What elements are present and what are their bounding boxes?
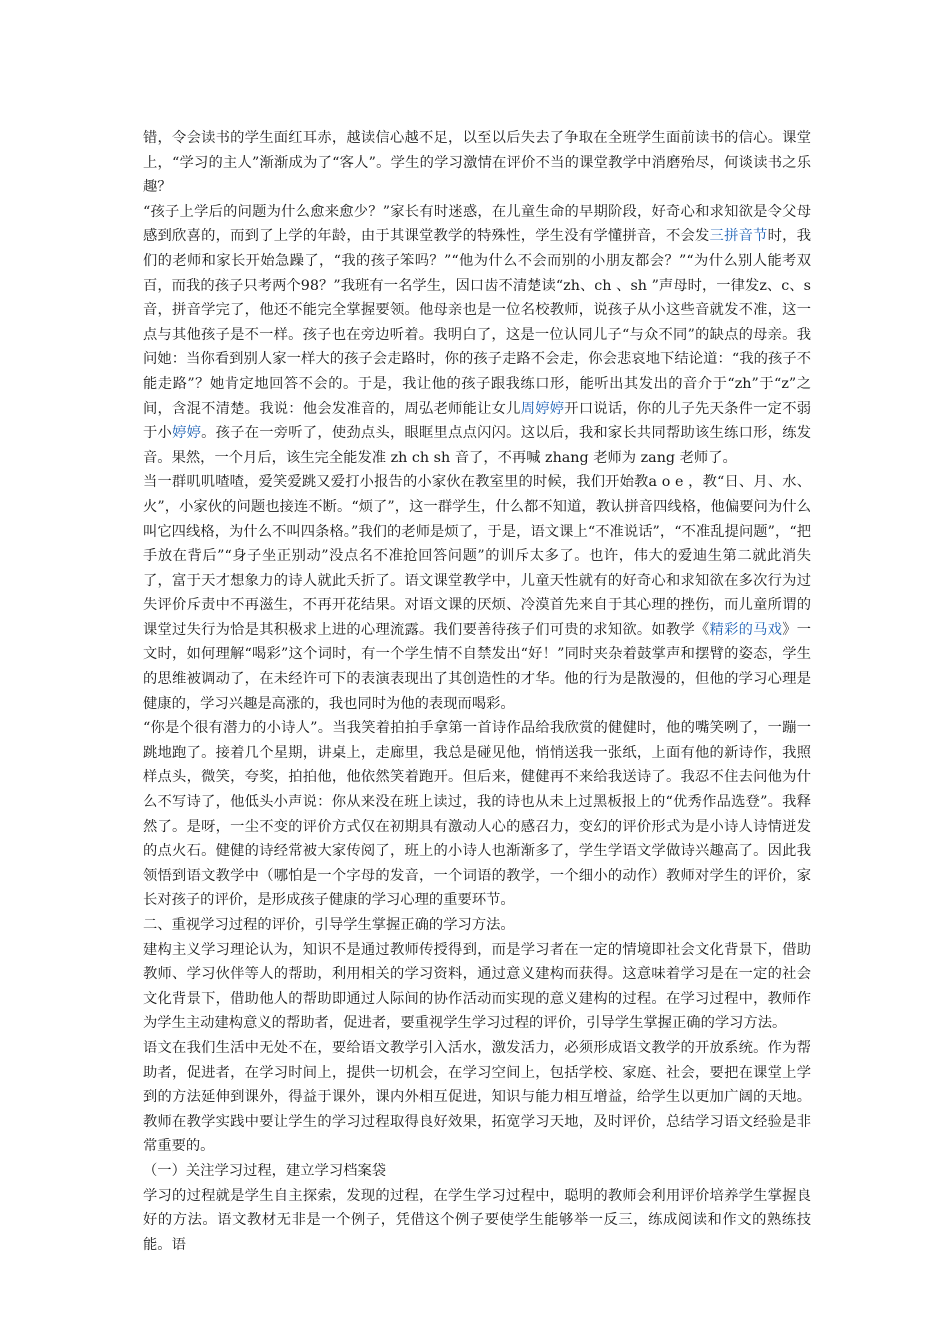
paragraph [143,200,811,471]
text-run: “孩子上学后的问题为什么愈来愈少？”家长有时迷惑，在儿童生命的早期阶段，好奇心和求知欲是令父母感到欣喜的，而到了上学的年龄，由于其课堂教学的特殊性，学生没有学懂拼音，不会发 [143,203,811,245]
paragraph [143,1184,811,1258]
paragraph [143,1159,811,1184]
text-run: 错，令会读书的学生面红耳赤，越读信心越不足，以至以后失去了争取在全班学生面前读书的信心。课堂上，“学习的主人”渐渐成为了“客人”。学生的学习激情在评价不当的课堂教学中消磨殆尽，何谈读书之乐趣？ [143,130,811,196]
text-run: 时，我们的老师和家长开始急躁了，“我的孩子笨吗？”“他为什么不会而别的小朋友都会？”“为什么别人能考双百，而我的孩子只考两个98？”我班有一名学生，因口齿不清楚读“zh、ch 、sh ”声母时，一律发z、c、s 音，拼音学完了，他还不能完全掌握要领。他母亲也是一位名校教师，说孩子从小这些音就发不准，这一点与其他孩子是不一样。孩子也在旁边听着。我明白了，这是一位认同儿子“与众不同”的缺点的母亲。我问她：当你看到别人家一样大的孩子会走路时，你的孩子走路不会走，你会悲哀地下结论道：“我的孩子不能走路”？她肯定地回答不会的。于是，我让他的孩子跟我练口形，能听出其发出的音介于“zh”于“z”之间，含混不清楚。我说：他会发准音的，周弘老师能让女儿 [143,228,812,417]
document-body [143,126,811,1257]
text-run: 建构主义学习理论认为，知识不是通过教师传授得到，而是学习者在一定的情境即社会文化背景下，借助教师、学习伙伴等人的帮助，利用相关的学习资料，通过意义建构而获得。这意味着学习是在一定的社会文化背景下，借助他人的帮助即通过人际间的协作活动而实现的意义建构的过程。在学习过程中，教师作为学生主动建构意义的帮助者，促进者，要重视学生学习过程的评价，引导学生掌握正确的学习方法。 [143,941,811,1032]
text-run: 》一文时，如何理解“喝彩”这个词时，有一个学生情不自禁发出“好！”同时夹杂着鼓掌声和摆臂的姿态，学生的思维被调动了，在未经许可下的表演表现出了其创造性的才华。他的行为是散漫的，但他的学习心理是健康的，学习兴趣是高涨的，我也同时为他的表现而喝彩。 [143,621,812,712]
text-run: （一）关注学习过程，建立学习档案袋 [143,1162,387,1179]
text-run: 开口说话，你的儿子先天条件一定不弱于小 [143,400,812,442]
paragraph [143,470,811,716]
hyperlink[interactable]: 周婷婷 [520,400,565,417]
paragraph [143,716,811,913]
text-run: 二、重视学习过程的评价，引导学生掌握正确的学习方法。 [143,917,515,933]
paragraph [143,913,811,938]
text-run: 。孩子在一旁听了，使劲点头，眼眶里点点闪闪。这以后，我和家长共同帮助该生练口形，练发音。果然，一个月后，该生完全能发准 zh ch sh 音了，不再喊 zhang 老师为 zang 老师了。 [143,425,812,466]
paragraph [143,1036,811,1159]
paragraph [143,126,811,200]
paragraph [143,938,811,1036]
text-run: 当一群叽叽喳喳，爱笑爱跳又爱打小报告的小家伙在教室里的时候，我们开始教a o e ，教“日、月、水、火”，小家伙的问题也接连不断。“烦了”，这一群学生，什么都不知道，教认拼音四线格，他偏要问为什么叫它四线格，为什么不叫四条格。”我们的老师是烦了，于是，语文课上“不准说话”，“不准乱提问题”，“把手放在背后”“身子坐正别动”没点名不准抢回答问题”的训斥太多了。也许，伟大的爱迪生第二就此消失了，富于天才想象力的诗人就此夭折了。语文课堂教学中，儿童天性就有的好奇心和求知欲在多次行为过失评价斥责中不再滋生，不再开花结果。对语文课的厌烦、冷漠首先来自于其心理的挫伤，而儿童所谓的课堂过失行为恰是其积极求上进的心理流露。我们要善待孩子们可贵的求知欲。如教学《 [143,474,811,638]
text-run: “你是个很有潜力的小诗人”。当我笑着拍拍手拿第一首诗作品给我欣赏的健健时，他的嘴笑咧了，一蹦一跳地跑了。接着几个星期，讲桌上，走廊里，我总是碰见他，悄悄送我一张纸，上面有他的新诗作，我照样点头，微笑，夸奖，拍拍他，他依然笑着跑开。但后来，健健再不来给我送诗了。我忍不住去问他为什么不写诗了，他低头小声说：你从来没在班上读过，我的诗也从未上过黑板报上的“优秀作品选登”。我释然了。是呀，一尘不变的评价方式仅在初期具有激动人心的感召力，变幻的评价形式为是小诗人诗情迸发的点火石。健健的诗经常被大家传阅了，班上的小诗人也渐渐多了，学生学语文学做诗兴趣高了。因此我领悟到语文教学中（哪怕是一个字母的发音，一个词语的教学，一个细小的动作）教师对学生的评价，家长对孩子的评价，是形成孩子健康的学习心理的重要环节。 [143,720,811,909]
hyperlink[interactable]: 三拼音节 [709,228,768,245]
hyperlink[interactable]: 婷婷 [172,425,202,442]
text-run: 学习的过程就是学生自主探索，发现的过程，在学生学习过程中，聪明的教师会利用评价培养学生掌握良好的方法。语文教材无非是一个例子，凭借这个例子要使学生能够举一反三，练成阅读和作文的熟练技能。语 [143,1187,811,1253]
text-run: 语文在我们生活中无处不在，要给语文教学引入活水，激发活力，必须形成语文教学的开放系统。作为帮助者，促进者，在学习时间上，提供一切机会，在学习空间上，包括学校、家庭、社会，要把在课堂上学到的方法延伸到课外，得益于课外，课内外相互促进，知识与能力相互增益，给学生以更加广阔的天地。教师在教学实践中要让学生的学习过程取得良好效果，拓宽学习天地，及时评价，总结学习语文经验是非常重要的。 [143,1039,811,1155]
hyperlink[interactable]: 精彩的马戏 [709,621,783,638]
